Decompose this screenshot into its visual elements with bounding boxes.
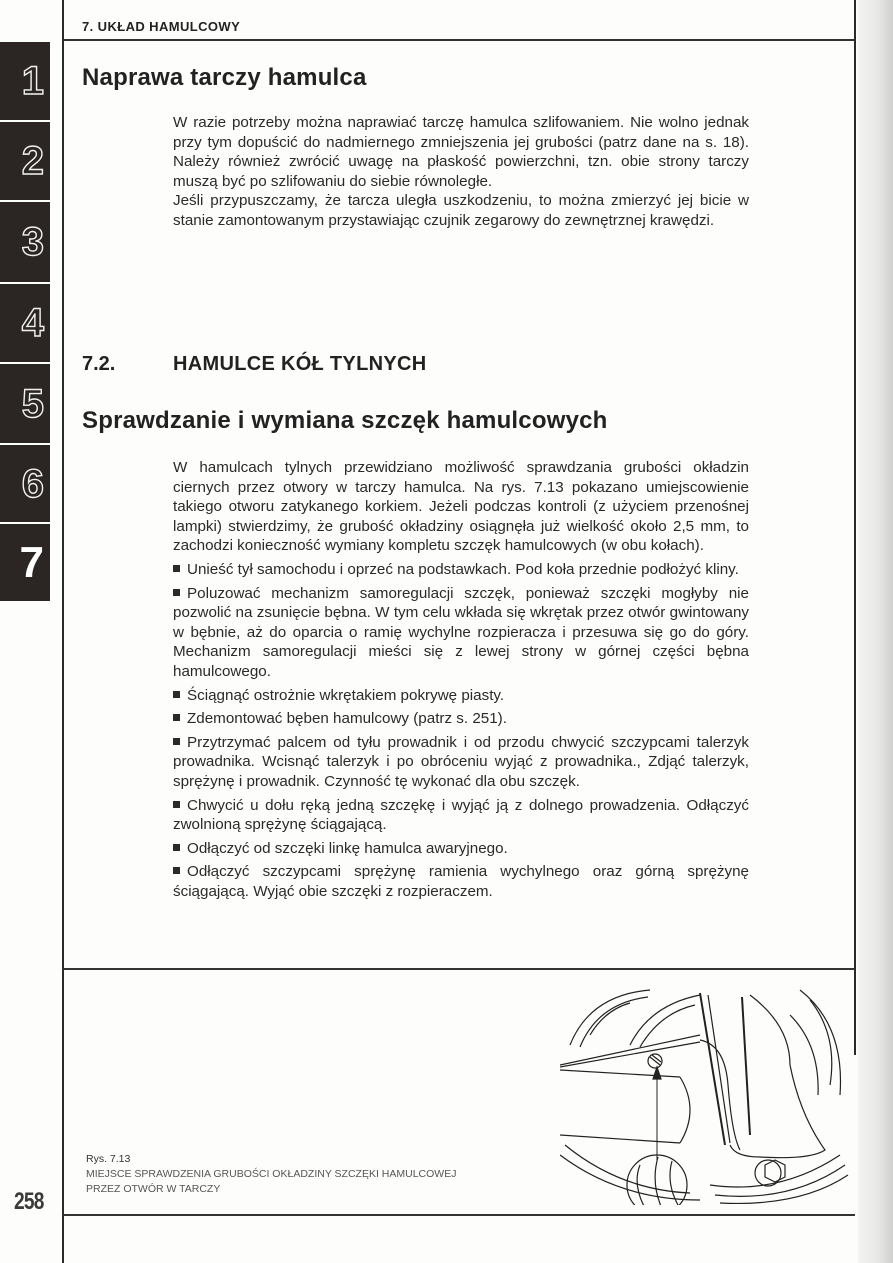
chapter-tab-4[interactable] — [0, 284, 50, 362]
step-item: Chwycić u dołu ręką jedną szczękę i wyjąć ją z dolnego prowadzenia. Odłączyć zwolnioną sprężynę ściągającą. — [173, 796, 749, 834]
chapter-tab-6[interactable] — [0, 445, 50, 522]
header-rule — [63, 39, 855, 41]
section-number: 7.2. — [82, 353, 116, 375]
step-item: Zdemontować bęben hamulcowy (patrz s. 251). — [173, 709, 749, 729]
step-item: Ściągnąć ostrożnie wkrętakiem pokrywę piasty. — [173, 686, 749, 706]
section-title-disc-repair: Naprawa tarczy hamulca — [82, 64, 367, 91]
section-heading-rear-brakes: HAMULCE KÓŁ TYLNYCH — [173, 353, 427, 375]
step-item: Poluzować mechanizm samoregulacji szczęk, ponieważ szczęki mogłyby nie pozwolić na zsunięcie bębna. W tym celu wkłada się wkrętak przez otwór gwintowany w bębnie, aż do oparcia o ramię wychylne rozpieracza i przesuwa się go do góry. Mechanizm samoregulacji mieści się z lewej strony w górnej części bębna hamulcowego. — [173, 584, 749, 680]
brake-inspection-hole-illustration — [560, 985, 850, 1205]
bullet-square-icon — [173, 738, 180, 745]
step-item: Przytrzymać palcem od tyłu prowadnik i od przodu chwycić szczypcami talerzyk prowadnika. Wcisnąć talerzyk i po obróceniu wyjąć z prowadnika., Zdjąć talerzyk, sprężynę i prowadnik. Czynność tę wykonać dla obu szczęk. — [173, 733, 749, 790]
section-title-brake-shoes: Sprawdzanie i wymiana szczęk hamulcowych — [82, 407, 608, 434]
chapter-tab-label: 6 — [21, 461, 44, 506]
bullet-square-icon — [173, 844, 180, 851]
bullet-square-icon — [173, 801, 180, 808]
chapter-tab-1[interactable] — [0, 42, 50, 120]
right-margin-rule — [854, 0, 856, 1055]
page-number: 258 — [14, 1188, 44, 1215]
bullet-square-icon — [173, 565, 180, 572]
chapter-tab-3[interactable] — [0, 202, 50, 282]
page-edge-shadow — [858, 0, 893, 1263]
left-margin-rule — [62, 0, 64, 1263]
chapter-tab-5[interactable] — [0, 364, 50, 443]
paragraph: Jeśli przypuszczamy, że tarcza uległa uszkodzeniu, to można zmierzyć jej bicie w stanie zamontowanym przystawiając czujnik zegarowy do zewnętrznej krawędzi. — [173, 192, 749, 229]
intro-paragraph: W hamulcach tylnych przewidziano możliwość sprawdzania grubości okładzin ciernych przez otwory w tarczy hamulca. Na rys. 7.13 pokazano umiejscowienie takiego otworu zatykanego korkiem. Jeżeli podczas kontroli (z użyciem przenośnej lampki) stwierdzimy, że grubość okładziny osiągnęła już wielkość około 2,5 mm, to zachodzi konieczność wymiany kompletu szczęk hamulcowych (w obu kołach). — [173, 459, 749, 555]
chapter-tab-7-active[interactable] — [0, 524, 50, 601]
chapter-tab-label: 2 — [21, 139, 44, 183]
figure-top-rule — [63, 968, 855, 970]
chapter-tab-2[interactable] — [0, 122, 50, 200]
chapter-tab-label: 5 — [21, 381, 44, 426]
bullet-square-icon — [173, 867, 180, 874]
bullet-square-icon — [173, 714, 180, 721]
figure-reference: Rys. 7.13 — [86, 1153, 131, 1165]
step-item: Odłączyć od szczęki linkę hamulca awaryjnego. — [173, 839, 749, 859]
paragraph: W razie potrzeby można naprawiać tarczę hamulca szlifowaniem. Nie wolno jednak przy tym dopuścić do nadmiernego zmniejszenia jej grubości (patrz dane na s. 18). Należy również zwrócić uwagę na płaskość powierzchni, tzn. obie strony tarczy muszą być po szlifowaniu do siebie równoległe. — [173, 114, 749, 190]
footer-rule — [63, 1214, 855, 1216]
figure-caption — [86, 1152, 456, 1197]
chapter-tab-label: 4 — [21, 301, 44, 345]
bullet-square-icon — [173, 691, 180, 698]
chapter-tab-label: 1 — [21, 59, 44, 103]
running-head: 7. UKŁAD HAMULCOWY — [82, 19, 241, 34]
step-item: Unieść tył samochodu i oprzeć na podstawkach. Pod koła przednie podłożyć kliny. — [173, 560, 749, 580]
section-brake-shoes-body — [173, 458, 749, 901]
section-disc-repair-body — [173, 113, 749, 231]
chapter-tab-label: 3 — [21, 220, 44, 264]
figure-caption-line: PRZEZ OTWÓR W TARCZY — [86, 1183, 221, 1195]
step-item: Odłączyć szczypcami sprężynę ramienia wychylnego oraz górną sprężynę ściągającą. Wyjąć obie szczęki z rozpieraczem. — [173, 863, 749, 900]
bullet-square-icon — [173, 589, 180, 596]
chapter-tab-label: 7 — [19, 537, 44, 587]
figure-caption-line: MIEJSCE SPRAWDZENIA GRUBOŚCI OKŁADZINY SZCZĘKI HAMULCOWEJ — [86, 1168, 457, 1180]
